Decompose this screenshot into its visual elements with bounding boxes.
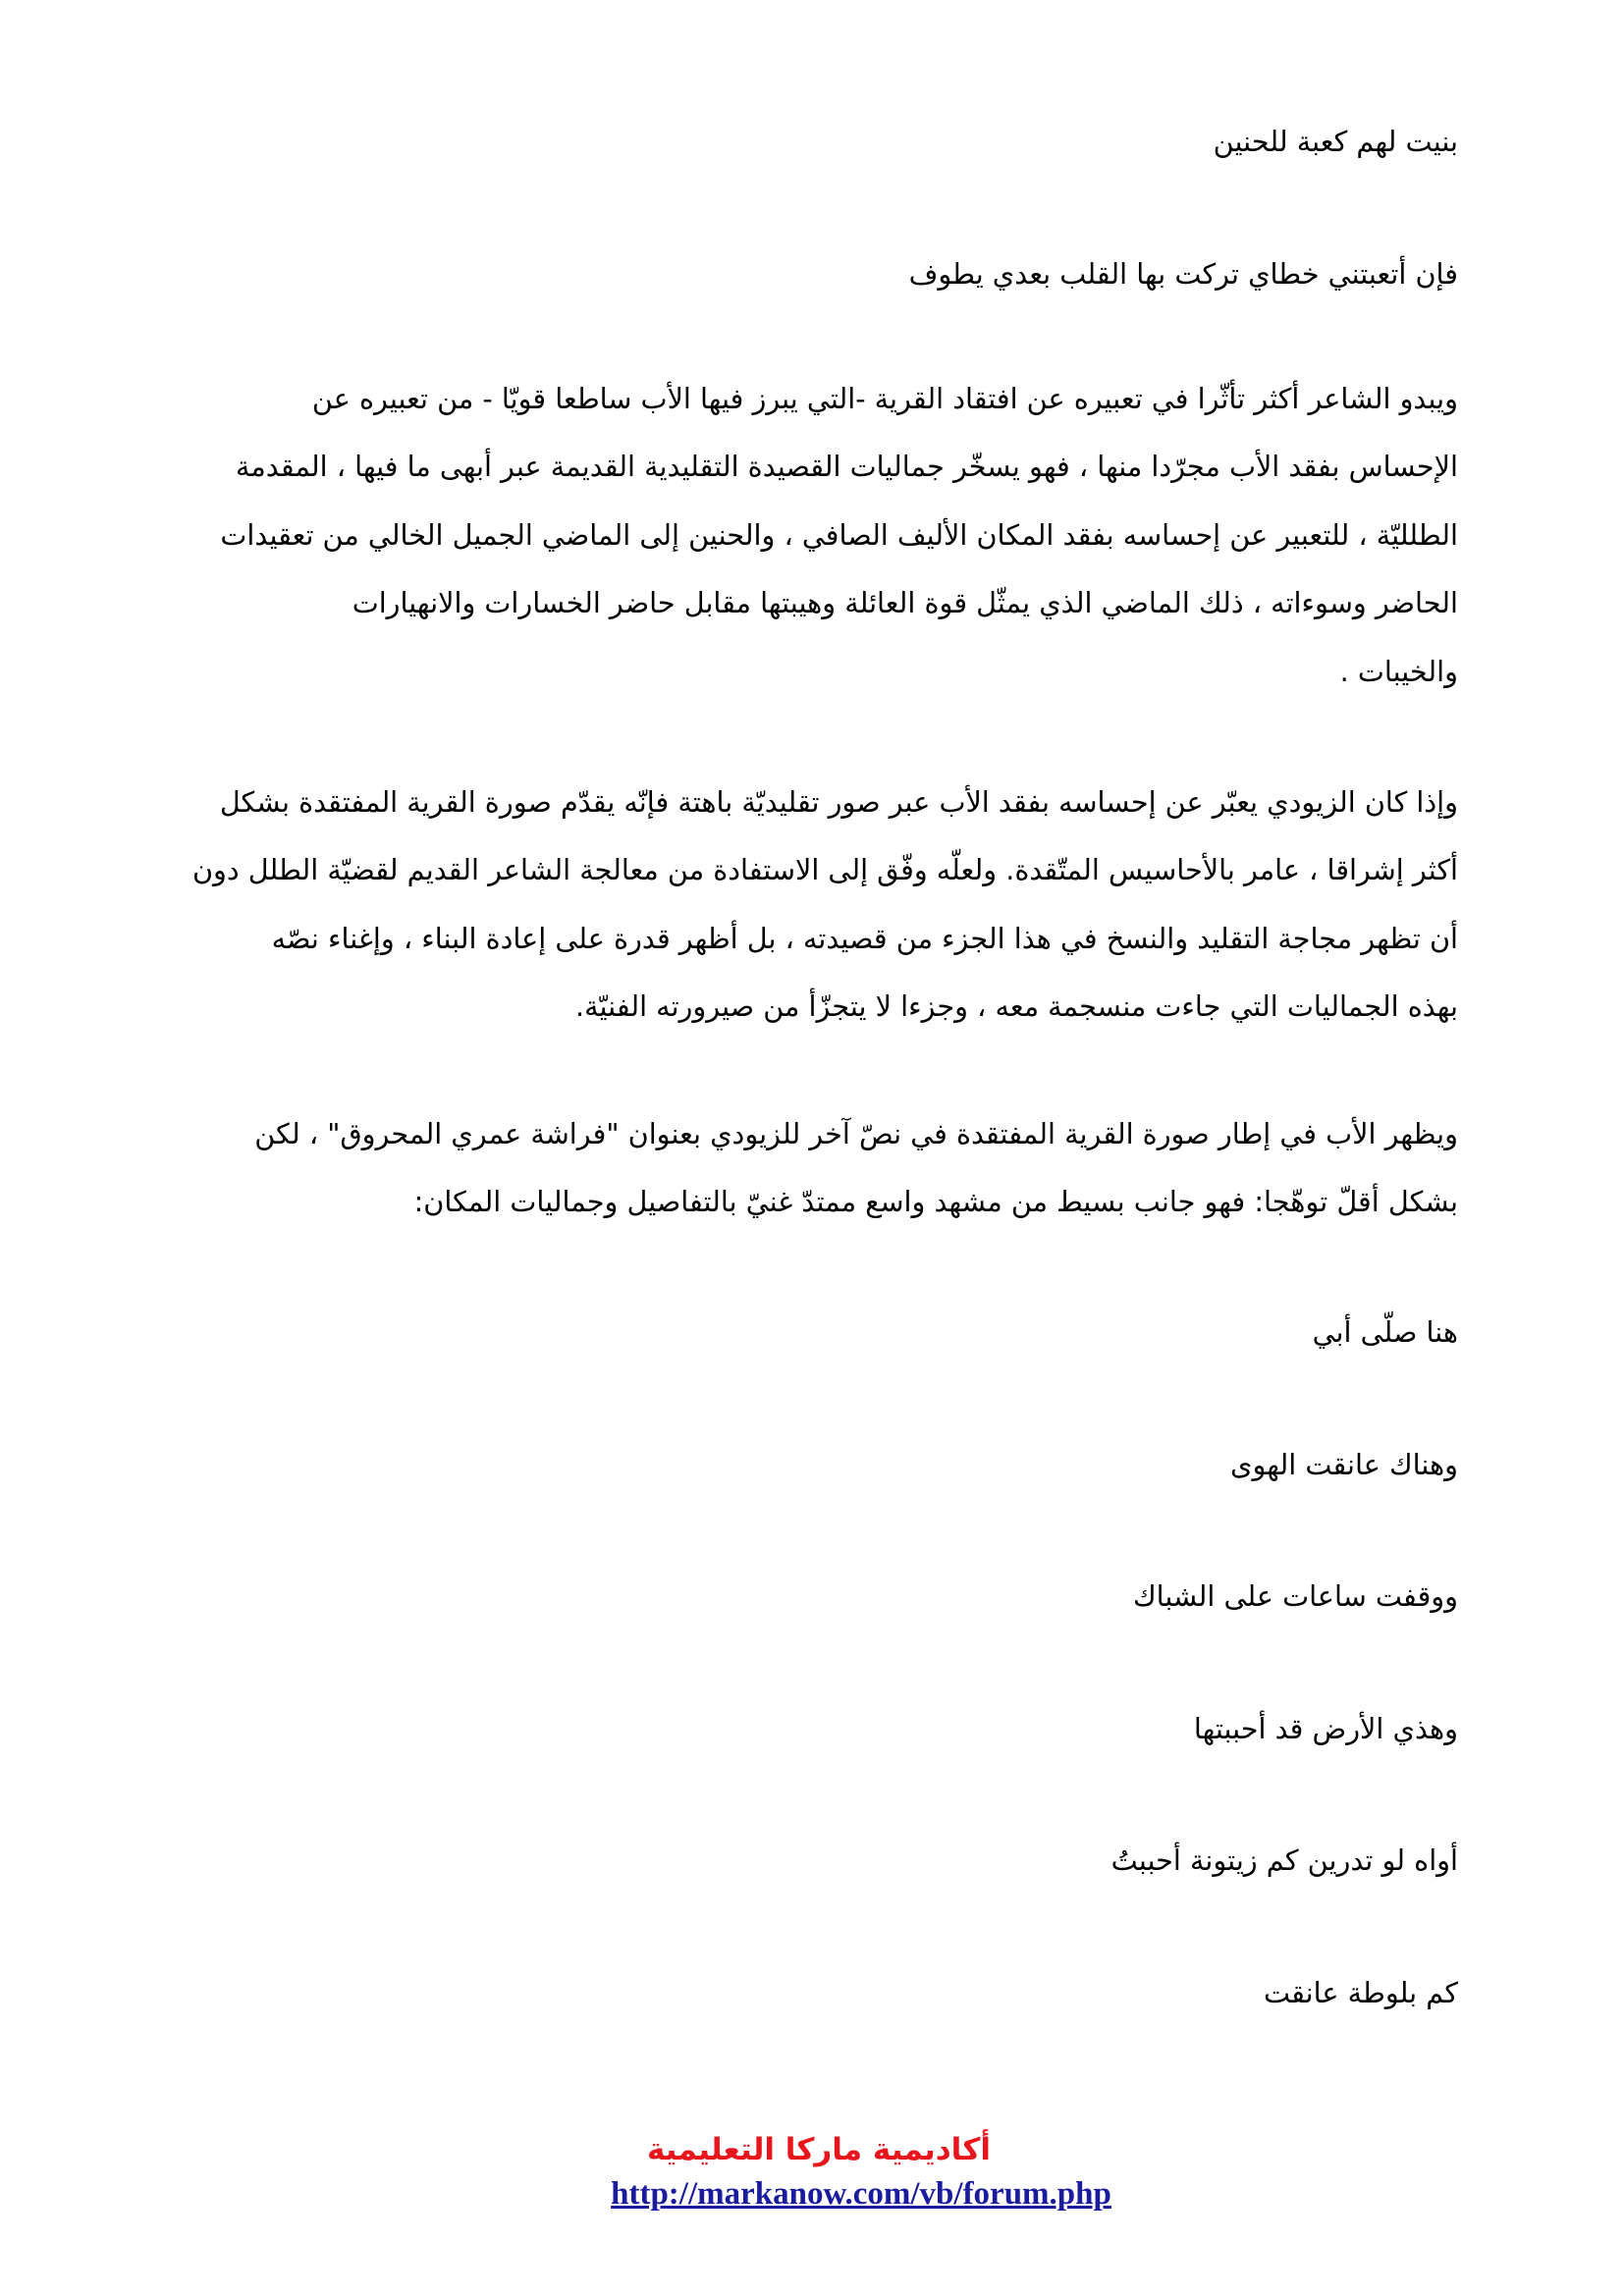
paragraph-2-line-4: بهذه الجماليات التي جاءت منسجمة معه ، وجزءا لا يتجزّأ من صيرورته الفنيّة. [575, 989, 1458, 1024]
opening-verse-line-2: فإن أتعبتني خطاي تركت بها القلب بعدي يطوف [908, 256, 1458, 291]
opening-verse-line-1: بنيت لهم كعبة للحنين [1213, 125, 1458, 158]
paragraph-2 [177, 769, 1458, 1041]
paragraph-3-line-2: بشكل أقلّ توهّجا: فهو جانب بسيط من مشهد واسع ممتدّ غنيّ بالتفاصيل وجماليات المكان: [413, 1185, 1458, 1219]
paragraph-3-line-1: ويظهر الأب في إطار صورة القرية المفتقدة في نصّ آخر للزيودي بعنوان "فراشة عمري المحروق" ، لكن [254, 1117, 1458, 1150]
footer-link-container [468, 2170, 1254, 2217]
paragraph-1-line-5: والخيبات . [1339, 654, 1458, 688]
paragraph-3 [177, 1100, 1458, 1237]
forum-link[interactable]: http://markanow.com/vb/forum.php [611, 2176, 1111, 2212]
paragraph-1-line-4: الحاضر وسوءاته ، ذلك الماضي الذي يمثّل قوة العائلة وهيبتها مقابل حاضر الخسارات والانهيارات [352, 586, 1458, 620]
paragraph-1-line-3: الطلليّة ، للتعبير عن إحساسه بفقد المكان الأليف الصافي ، والحنين إلى الماضي الجميل الخالي من تعقيدات [220, 517, 1458, 552]
paragraph-1-line-2: الإحساس بفقد الأب مجرّدا منها ، فهو يسخّر جماليات القصيدة التقليدية القديمة عبر أبهى ما فيها ، المقدمة [236, 450, 1458, 484]
opening-verses [177, 76, 1458, 340]
closing-verse-line-5: أواه لو تدرين كم زيتونة أحببتُ [1110, 1843, 1458, 1878]
footer-title: أكاديمية ماركا التعليمية [647, 2132, 991, 2167]
paragraph-1 [177, 365, 1458, 706]
closing-verse-line-3: ووقفت ساعات على الشباك [1133, 1579, 1458, 1614]
closing-verse-line-6: كم بلوطة عانقت [1263, 1975, 1458, 2009]
closing-verses [177, 1266, 1458, 2059]
closing-verse-line-4: وهذي الأرض قد أحببتها [1193, 1711, 1458, 1745]
closing-verse-line-2: وهناك عانقت الهوى [1230, 1447, 1458, 1481]
closing-verse-line-1: هنا صلّى أبي [1312, 1315, 1458, 1349]
paragraph-2-line-2: أكثر إشراقا ، عامر بالأحاسيس المتّقدة. ولعلّه وفّق إلى الاستفادة من معالجة الشاعر القديم لقضيّة الطلل دون [191, 853, 1458, 887]
paragraph-1-line-1: ويبدو الشاعر أكثر تأثّرا في تعبيره عن افتقاد القرية -التي يبرز فيها الأب ساطعا قويّا - من تعبيره عن [311, 382, 1458, 415]
paragraph-2-line-3: أن تظهر مجاجة التقليد والنسخ في هذا الجزء من قصيدته ، بل أظهر قدرة على إعادة البناء ، وإغناء نصّه [271, 921, 1458, 955]
paragraph-2-line-1: وإذا كان الزيودي يعبّر عن إحساسه بفقد الأب عبر صور تقليديّة باهتة فإنّه يقدّم صورة القرية المفتقدة بشكل [219, 785, 1458, 819]
